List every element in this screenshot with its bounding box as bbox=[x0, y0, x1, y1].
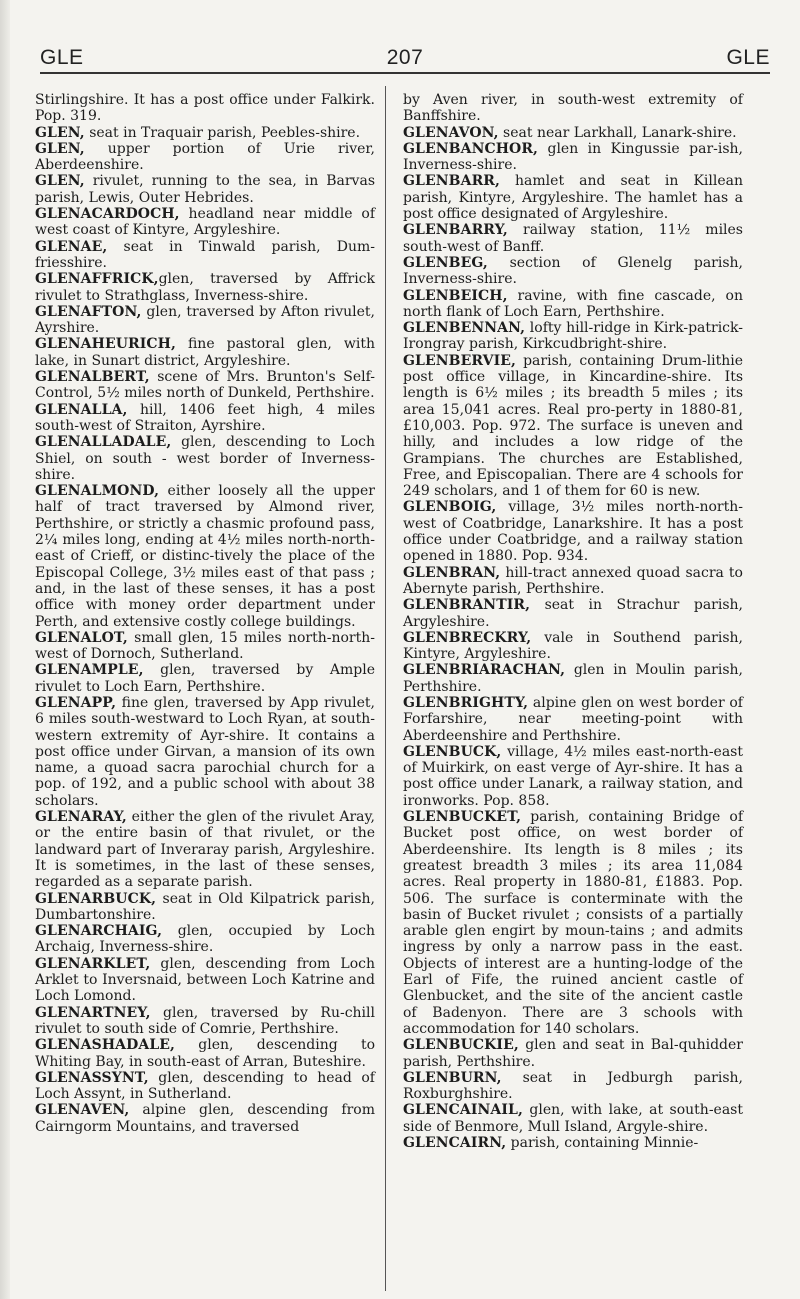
entry-description: by Aven river, in south-west extremity of Banffshire. bbox=[403, 92, 743, 125]
entry-description: village, 4½ miles east-north-east of Muirkirk, on east verge of Ayr-shire. It has a post office under Lanark, a railway station, and ironworks. Pop. 858. bbox=[403, 743, 743, 809]
gazetteer-entry bbox=[35, 125, 375, 141]
entry-description: fine glen, traversed by App rivulet, 6 miles south-westward to Loch Ryan, at south-western extremity of Ayr-shire. It contains a post office under Girvan, a mansion of its own name, a quoad sacra parochial church for a pop. of 192, and a public school with about 38 scholars. bbox=[35, 694, 375, 809]
entry-description: glen, descending from Loch Arklet to Inversnaid, between Loch Katrine and Loch Lomond. bbox=[35, 955, 375, 1005]
entry-headword: GLENBUCK, bbox=[403, 743, 502, 760]
entry-headword: GLENALLA, bbox=[35, 401, 128, 418]
entry-description: parish, containing Drum-lithie post office village, in Kincardine-shire. Its length is 6½ miles ; its breadth 5 miles ; its area 15,041 acres. Real pro-perty in 1880-81, £10,003. Pop. 972. The surface is uneven and hilly, and includes a low ridge of the Grampians. The churches are Established, Free, and Episcopalian. There are 4 schools for 249 scholars, and 1 of them for 60 is new. bbox=[403, 352, 743, 500]
entry-description: scene of Mrs. Brunton's Self-Control, 5½ miles north of Dunkeld, Perthshire. bbox=[35, 369, 375, 402]
gazetteer-entry bbox=[35, 304, 375, 337]
entry-headword: GLENARBUCK, bbox=[35, 890, 157, 907]
entry-description: glen, descending to Whiting Bay, in south-east of Arran, Buteshire. bbox=[35, 1037, 375, 1070]
entry-description: either loosely all the upper half of tract traversed by Almond river, Perthshire, or strictly a chasmic profound pass, 2¼ miles long, ending at 4½ miles north-north-east of Crieff, or distinc-tively the place of the Episcopal College, 3½ miles east of that pass ; and, in the last of these senses, it has a post office with money order department under Perth, and extensive costly college buildings. bbox=[35, 483, 375, 630]
gazetteer-entry bbox=[403, 222, 743, 255]
gazetteer-entry bbox=[35, 662, 375, 695]
entry-headword: GLENASHADALE, bbox=[35, 1037, 176, 1054]
entry-headword: GLENAVON, bbox=[403, 124, 499, 141]
gazetteer-entry bbox=[403, 173, 743, 222]
running-header bbox=[40, 46, 770, 70]
gazetteer-entry bbox=[403, 1135, 743, 1151]
entry-headword: GLENBOIG, bbox=[403, 499, 497, 516]
entry-description: glen in Moulin parish, Perthshire. bbox=[403, 662, 743, 695]
entry-headword: GLENBEICH, bbox=[403, 287, 508, 304]
gazetteer-entry bbox=[403, 744, 743, 809]
gazetteer-entry bbox=[403, 320, 743, 353]
entry-headword: GLENBURN, bbox=[403, 1069, 502, 1086]
entry-description: railway station, 11½ miles south-west of Banff. bbox=[403, 222, 743, 255]
entry-description: alpine glen on west border of Forfarshire, near meeting-point with Aberdeenshire and Perthshire. bbox=[403, 694, 743, 744]
gazetteer-entry bbox=[35, 369, 375, 402]
header-right-guideword: GLE bbox=[726, 46, 770, 69]
gazetteer-entry bbox=[403, 630, 743, 663]
gazetteer-entry bbox=[35, 956, 375, 1005]
entry-description: glen, traversed by Afton rivulet, Ayrshire. bbox=[35, 303, 375, 337]
entry-headword: GLENBENNAN, bbox=[403, 320, 526, 337]
entry-description: either the glen of the rivulet Aray, or the entire basin of that rivulet, or the landward part of Inveraray parish, Argyleshire. It is sometimes, in the last of these senses, regarded as a separate parish. bbox=[35, 809, 375, 891]
page-binding-shadow bbox=[0, 0, 10, 1299]
gazetteer-entry bbox=[35, 239, 375, 272]
left-column bbox=[35, 92, 375, 1135]
entry-description: glen, with lake, at south-east side of Benmore, Mull Island, Argyle-shire. bbox=[403, 1102, 743, 1135]
gazetteer-entry bbox=[35, 1037, 375, 1070]
gazetteer-entry bbox=[35, 206, 375, 239]
entry-headword: GLENBANCHOR, bbox=[403, 140, 539, 157]
entry-description: rivulet, running to the sea, in Barvas parish, Lewis, Outer Hebrides. bbox=[35, 173, 375, 206]
gazetteer-entry bbox=[403, 92, 743, 125]
entry-description: parish, containing Minnie- bbox=[506, 1135, 699, 1151]
gazetteer-entry bbox=[403, 255, 743, 288]
gazetteer-entry bbox=[35, 695, 375, 809]
page-number: 207 bbox=[386, 46, 424, 69]
entry-description: hill, 1406 feet high, 4 miles south-west of Straiton, Ayrshire. bbox=[35, 401, 375, 434]
entry-description: glen in Kingussie par-ish, Inverness-shire. bbox=[403, 140, 743, 174]
entry-headword: GLENBARRY, bbox=[403, 222, 508, 239]
entry-description: village, 3½ miles north-north-west of Coatbridge, Lanarkshire. It has a post office under Coatbridge, and a railway station opened in 1880. Pop. 934. bbox=[403, 499, 743, 565]
gazetteer-entry bbox=[403, 597, 743, 630]
gazetteer-entry bbox=[403, 809, 743, 1037]
entry-description: glen, descending to Loch Shiel, on south - west border of Inverness-shire. bbox=[35, 434, 375, 483]
column-divider bbox=[385, 86, 386, 1291]
entry-description: seat in Jedburgh parish, Roxburghshire. bbox=[403, 1069, 743, 1103]
gazetteer-entry bbox=[35, 141, 375, 174]
entry-description: glen, traversed by Affrick rivulet to Strathglass, Inverness-shire. bbox=[35, 271, 375, 304]
gazetteer-entry bbox=[403, 288, 743, 321]
gazetteer-entry bbox=[403, 1070, 743, 1103]
entry-headword: GLENAMPLE, bbox=[35, 662, 144, 679]
header-left-guideword: GLE bbox=[40, 46, 84, 69]
entry-headword: GLENACARDOCH, bbox=[35, 206, 180, 223]
gazetteer-entry bbox=[403, 353, 743, 500]
entry-description: alpine glen, descending from Cairngorm Mountains, and traversed bbox=[35, 1102, 375, 1135]
entry-headword: GLENALOT, bbox=[35, 629, 128, 646]
entry-description: glen, occupied by Loch Archaig, Inverness-shire. bbox=[35, 923, 375, 956]
header-rule bbox=[40, 72, 770, 74]
entry-description: glen, descending to head of Loch Assynt, in Sutherland. bbox=[35, 1069, 375, 1103]
entry-headword: GLEN, bbox=[35, 140, 85, 157]
entry-headword: GLENBARR, bbox=[403, 173, 501, 190]
entry-headword: GLENBRANTIR, bbox=[403, 597, 531, 614]
entry-headword: GLENAVEN, bbox=[35, 1102, 130, 1119]
entry-headword: GLENAPP, bbox=[35, 694, 117, 711]
entry-headword: GLENAFFRICK, bbox=[35, 271, 159, 288]
entry-description: lofty hill-ridge in Kirk-patrick-Irongray parish, Kirkcudbright-shire. bbox=[403, 320, 743, 353]
entry-description: hill-tract annexed quoad sacra to Abernyte parish, Perthshire. bbox=[403, 564, 743, 597]
entry-description: hamlet and seat in Killean parish, Kintyre, Argyleshire. The hamlet has a post office designated of Argyleshire. bbox=[403, 173, 743, 223]
gazetteer-entry bbox=[403, 499, 743, 564]
entry-headword: GLENARCHAIG, bbox=[35, 923, 163, 940]
entry-headword: GLENALMOND, bbox=[35, 483, 160, 500]
gazetteer-entry bbox=[35, 434, 375, 483]
gazetteer-entry bbox=[403, 662, 743, 695]
gazetteer-entry bbox=[35, 483, 375, 630]
entry-description: fine pastoral glen, with lake, in Sunart district, Argyleshire. bbox=[35, 336, 375, 369]
entry-headword: GLENBRIGHTY, bbox=[403, 694, 529, 711]
entry-headword: GLEN, bbox=[35, 173, 85, 190]
entry-headword: GLENASSYNT, bbox=[35, 1069, 149, 1086]
gazetteer-entry bbox=[35, 402, 375, 435]
gazetteer-entry bbox=[35, 809, 375, 890]
entry-headword: GLENAHEURICH, bbox=[35, 336, 176, 353]
entry-headword: GLENBEG, bbox=[403, 254, 488, 271]
gazetteer-entry bbox=[403, 695, 743, 744]
entry-headword: GLENARTNEY, bbox=[35, 1004, 151, 1021]
gazetteer-entry bbox=[35, 271, 375, 304]
entry-description: glen and seat in Bal-quhidder parish, Perthshire. bbox=[403, 1037, 743, 1070]
entry-description: headland near middle of west coast of Kintyre, Argyleshire. bbox=[35, 206, 375, 239]
entry-headword: GLENARAY, bbox=[35, 809, 127, 826]
gazetteer-entry bbox=[35, 1005, 375, 1038]
entry-headword: GLENAFTON, bbox=[35, 303, 142, 320]
gazetteer-entry bbox=[403, 141, 743, 174]
gazetteer-entry bbox=[403, 1102, 743, 1135]
entry-description: upper portion of Urie river, Aberdeenshire. bbox=[35, 140, 375, 174]
entry-description: seat in Traquair parish, Peebles-shire. bbox=[84, 124, 361, 141]
entry-headword: GLENALBERT, bbox=[35, 369, 150, 386]
entry-headword: GLEN, bbox=[35, 124, 85, 141]
entry-headword: GLENCAIRN, bbox=[403, 1135, 507, 1151]
entry-description: glen, traversed by Ample rivulet to Loch Earn, Perthshire. bbox=[35, 662, 375, 695]
gazetteer-entry bbox=[35, 630, 375, 663]
gazetteer-entry bbox=[403, 565, 743, 598]
entry-description: glen, traversed by Ru-chill rivulet to south side of Comrie, Perthshire. bbox=[35, 1004, 375, 1037]
entry-headword: GLENAE, bbox=[35, 238, 108, 255]
entry-headword: GLENBUCKIE, bbox=[403, 1037, 519, 1054]
gazetteer-entry bbox=[35, 1070, 375, 1103]
entry-headword: GLENBUCKET, bbox=[403, 809, 522, 826]
entry-description: seat in Strachur parish, Argyleshire. bbox=[403, 597, 743, 630]
entry-headword: GLENARKLET, bbox=[35, 955, 151, 972]
entry-headword: GLENBERVIE, bbox=[403, 352, 516, 369]
entry-description: vale in Southend parish, Kintyre, Argyleshire. bbox=[403, 629, 743, 663]
gazetteer-entry bbox=[35, 891, 375, 924]
entry-headword: GLENBRAN, bbox=[403, 564, 501, 581]
entry-headword: GLENBRECKRY, bbox=[403, 629, 532, 646]
entry-headword: GLENCAINAIL, bbox=[403, 1102, 523, 1119]
entry-description: small glen, 15 miles north-north-west of Dornoch, Sutherland. bbox=[35, 629, 375, 663]
right-column bbox=[403, 92, 743, 1151]
gazetteer-entry bbox=[35, 173, 375, 206]
entry-description: ravine, with fine cascade, on north flank of Loch Earn, Perthshire. bbox=[403, 287, 743, 320]
entry-description: seat in Old Kilpatrick parish, Dumbartonshire. bbox=[35, 890, 375, 923]
gazetteer-entry bbox=[35, 923, 375, 956]
entry-description: section of Glenelg parish, Inverness-shire. bbox=[403, 254, 743, 288]
gazetteer-entry bbox=[403, 1037, 743, 1070]
entry-headword: GLENALLADALE, bbox=[35, 434, 172, 451]
entry-description: seat in Tinwald parish, Dum-friesshire. bbox=[35, 238, 375, 271]
entry-description: seat near Larkhall, Lanark-shire. bbox=[498, 124, 737, 141]
gazetteer-entry bbox=[35, 92, 375, 125]
gazetteer-entry bbox=[35, 1102, 375, 1135]
gazetteer-entry bbox=[35, 336, 375, 369]
entry-headword: GLENBRIARACHAN, bbox=[403, 662, 566, 679]
entry-description: parish, containing Bridge of Bucket post office, on west border of Aberdeenshire. Its length is 8 miles ; its greatest breadth 3 miles ; its area 11,084 acres. Real property in 1880-81, £1883. Pop. 506. The surface is conterminate with the basin of Bucket rivulet ; consists of a partially arable glen engirt by moun-tains ; and admits ingress by only a narrow pass in the east. Objects of interest are a hunting-lodge of the Earl of Fife, the ruined ancient castle of Glenbucket, and the site of the ancient castle of Badenyon. There are 3 schools with accommodation for 140 scholars. bbox=[403, 809, 743, 1037]
gazetteer-entry bbox=[403, 125, 743, 141]
entry-description: Stirlingshire. It has a post office under Falkirk. Pop. 319. bbox=[35, 92, 375, 125]
